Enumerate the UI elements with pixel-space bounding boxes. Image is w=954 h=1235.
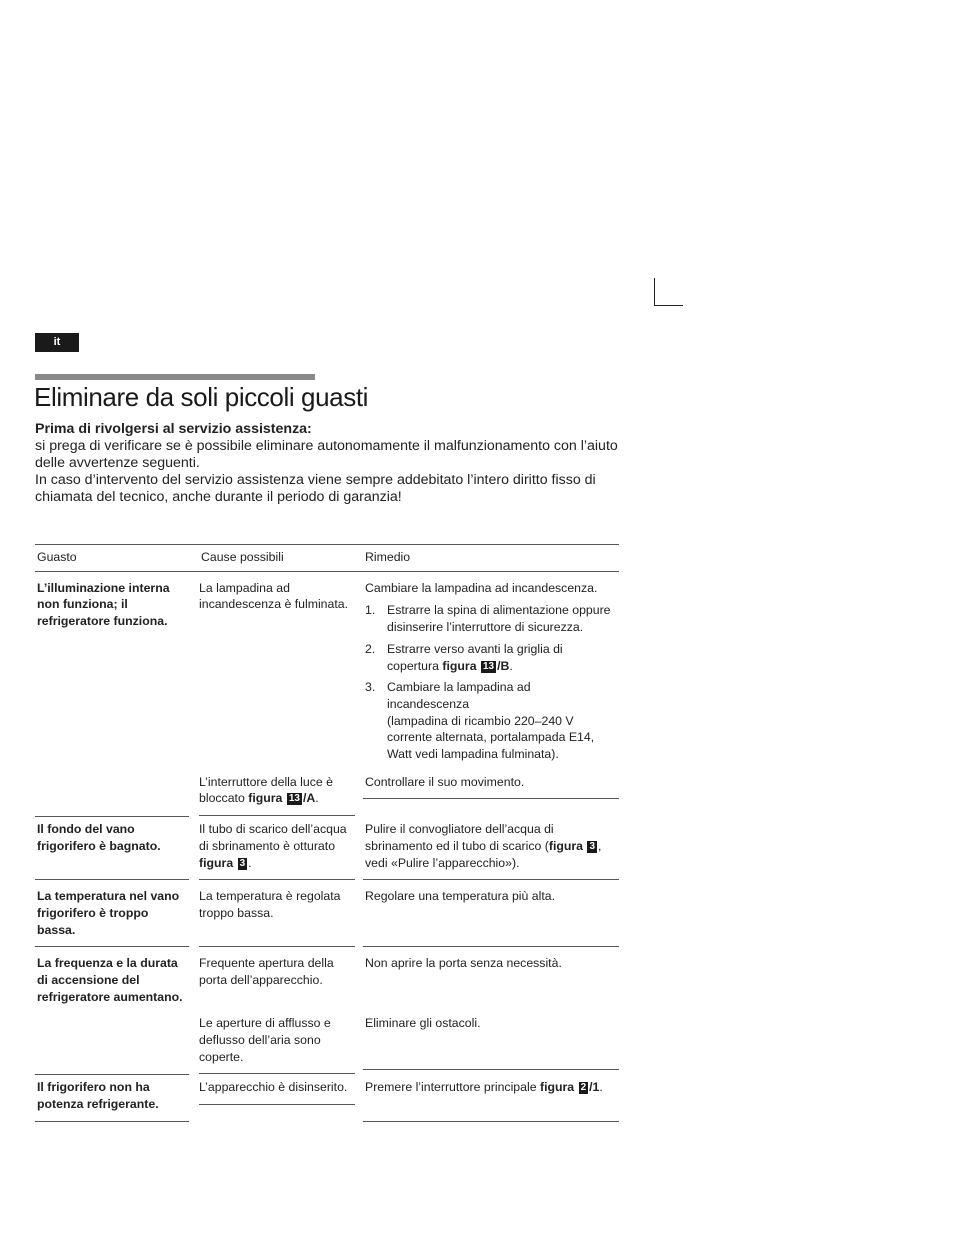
intro-paragraph-2: In caso d’intervento del servizio assistenza viene sempre addebitato l’intero diritto fisso di chiamata del tecnico, anche durante il periodo di garanzia! — [35, 472, 596, 505]
figure-word: figura — [442, 658, 477, 673]
remedy-cell — [363, 572, 619, 770]
header-guasto: Guasto — [35, 544, 199, 572]
fault-cell: L’illuminazione interna non funziona; il refrigeratore funziona. — [37, 580, 170, 629]
list-item — [365, 602, 613, 635]
figure-number-badge: 2 — [580, 1082, 587, 1094]
figure-number-badge: 13 — [288, 793, 300, 805]
fault-cell: Il fondo del vano frigorifero è bagnato. — [35, 817, 189, 880]
table-header-row — [35, 544, 619, 572]
fault-cell: Il frigorifero non ha potenza refrigerante. — [35, 1075, 189, 1121]
remedy-cell — [363, 1075, 619, 1122]
intro-text — [35, 421, 625, 506]
remedy-cell: Controllare il suo movimento. — [363, 770, 619, 800]
step-end: . — [509, 658, 513, 673]
figure-word: figura — [199, 855, 234, 870]
remedy-cell: Regolare una temperatura più alta. — [363, 880, 619, 947]
fault-cell: La frequenza e la durata di accensione del refrigeratore aumentano. — [37, 956, 183, 1004]
crop-corner-mark — [654, 278, 683, 306]
cause-cell: La lampadina ad incandescenza è fulminata. — [199, 580, 349, 612]
step-text-detail: (lampadina di ricambio 220–240 V corrente alternata, portalampada E14, Watt vedi lampadina fulminata). — [387, 713, 595, 762]
list-item — [365, 679, 613, 763]
table-row — [35, 947, 619, 1007]
cause-cell — [199, 770, 355, 816]
cause-text: L’interruttore della luce è bloccato — [199, 774, 333, 806]
cause-cell: L’apparecchio è disinserito. — [199, 1075, 355, 1105]
step-text: Estrarre la spina di alimentazione oppure disinserire l’interruttore di sicurezza. — [387, 603, 611, 635]
step-number: 2. — [365, 641, 376, 656]
figure-number-badge: 3 — [589, 840, 596, 852]
remedy-steps — [365, 602, 613, 762]
figure-word: figura — [539, 1080, 575, 1095]
figure-suffix: /A — [302, 791, 316, 806]
remedy-cell: Non aprire la porta senza necessità. — [365, 956, 562, 971]
intro-lead: Prima di rivolgersi al servizio assistenza: — [35, 421, 312, 437]
table-row — [35, 572, 619, 770]
table-row — [35, 817, 619, 880]
table-row — [35, 880, 619, 947]
figure-number-badge: 13 — [482, 660, 495, 672]
remedy-cell — [363, 817, 619, 880]
header-rimedio: Rimedio — [363, 544, 619, 572]
remedy-end: . — [599, 1080, 603, 1095]
figure-suffix: /1 — [589, 1080, 600, 1095]
troubleshooting-table — [35, 544, 619, 1122]
figure-suffix: /B — [497, 658, 510, 673]
list-item — [365, 641, 613, 674]
table-row — [35, 1075, 619, 1122]
page-title: Eliminare da soli piccoli guasti — [34, 382, 369, 412]
cause-cell: Le aperture di afflusso e deflusso dell’aria sono coperte. — [199, 1007, 355, 1074]
cause-text: Il tubo di scarico dell’acqua di sbrinamento è otturato — [199, 822, 347, 853]
figure-number-badge: 3 — [239, 857, 246, 869]
intro-paragraph-1: si prega di verificare se è possibile eliminare autonomamente il malfunzionamento con l’aiuto delle avvertenze seguenti. — [35, 438, 618, 471]
remedy-text-end: , vedi «Pulire l’apparecchio»). — [365, 838, 602, 870]
language-tab: it — [35, 333, 79, 352]
title-rule — [35, 374, 315, 380]
figure-word: figura — [248, 791, 283, 806]
header-cause: Cause possibili — [199, 544, 363, 572]
step-text: Cambiare la lampadina ad incandescenza — [387, 680, 531, 711]
cause-cell — [199, 817, 355, 880]
remedy-text: Pulire il convogliatore dell’acqua di sbrinamento ed il tubo di scarico ( — [365, 822, 554, 853]
figure-word: figura — [548, 838, 584, 853]
cause-cell: Frequente apertura della porta dell’apparecchio. — [199, 956, 334, 987]
remedy-text: Premere l’interruttore principale — [365, 1080, 540, 1095]
remedy-cell: Eliminare gli ostacoli. — [363, 1007, 619, 1070]
step-text: Estrarre verso avanti la griglia di copertura — [387, 641, 563, 673]
cause-end: . — [315, 791, 319, 806]
cause-end: . — [248, 855, 252, 870]
cause-cell: La temperatura è regolata troppo bassa. — [199, 880, 355, 947]
step-number: 1. — [365, 603, 376, 618]
fault-cell: La temperatura nel vano frigorifero è troppo bassa. — [35, 880, 189, 947]
step-number: 3. — [365, 680, 376, 695]
remedy-text: Cambiare la lampadina ad incandescenza. — [365, 580, 598, 595]
